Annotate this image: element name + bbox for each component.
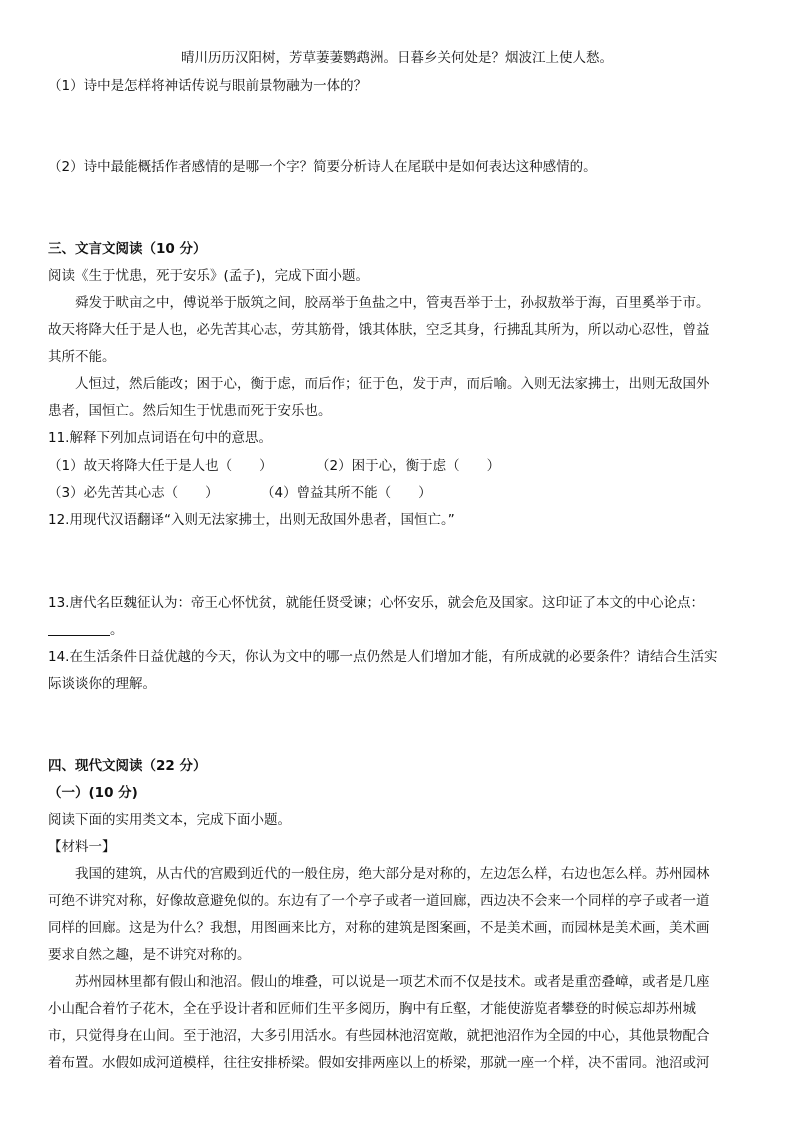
question-14-cont: 际谈谈你的理解。 xyxy=(48,676,156,692)
question-12: 12.用现代汉语翻译“入则无法家拂士，出则无敌国外患者，国恒亡。” xyxy=(48,512,455,528)
question-1: （1）诗中是怎样将神话传说与眼前景物融为一体的？ xyxy=(48,78,368,94)
question-11-item: （2）困于心，衡于虑（ ） xyxy=(316,458,501,474)
material-line: 同样的回廊。这是为什么？我想，用图画来比方，对称的建筑是图案画，不是美术画，而园林是美术画，美术画 xyxy=(48,920,710,936)
material-line: 苏州园林里都有假山和池沼。假山的堆叠，可以说是一项艺术而不仅是技术。或者是重峦叠嶂，或者是几座 xyxy=(75,974,710,990)
period: 。 xyxy=(110,622,124,638)
passage-line: 其所不能。 xyxy=(48,349,116,365)
material-line: 我国的建筑，从古代的宫殿到近代的一般住房，绝大部分是对称的，左边怎么样，右边也怎么样。苏州园林 xyxy=(75,866,710,882)
question-2: （2）诗中最能概括作者感情的是哪一个字？简要分析诗人在尾联中是如何表达这种感情的。 xyxy=(48,159,597,175)
question-11-item: （4）曾益其所不能（ ） xyxy=(261,485,432,501)
section-4-heading: 四、现代文阅读（22 分） xyxy=(48,758,207,774)
material-line: 小山配合着竹子花木，全在乎设计者和匠师们生平多阅历，胸中有丘壑，才能使游览者攀登的时候忘却苏州城 xyxy=(48,1001,696,1017)
question-11-item: （1）故天将降大任于是人也（ ） xyxy=(48,458,273,474)
poem-last-line: 晴川历历汉阳树，芳草萋萋鹦鹉洲。日暮乡关何处是？烟波江上使人愁。 xyxy=(181,50,613,66)
material-label: 【材料一】 xyxy=(48,839,116,855)
passage-line: 故天将降大任于是人也，必先苦其心志，劳其筋骨，饿其体肤，空乏其身，行拂乱其所为，所以动心忍性，曾益 xyxy=(48,322,710,338)
question-11-item: （3）必先苦其心志（ ） xyxy=(48,485,219,501)
section-4-intro: 阅读下面的实用类文本，完成下面小题。 xyxy=(48,812,291,828)
answer-blank[interactable] xyxy=(48,621,110,636)
material-line: 市，只觉得身在山间。至于池沼，大多引用活水。有些园林池沼宽敞，就把池沼作为全园的中心，其他景物配合 xyxy=(48,1028,710,1044)
material-line: 着布置。水假如成河道模样，往往安排桥梁。假如安排两座以上的桥梁，那就一座一个样，决不雷同。池沼或河 xyxy=(48,1055,710,1071)
passage-line: 舜发于畎亩之中，傅说举于版筑之间，胶鬲举于鱼盐之中，管夷吾举于士，孙叔敖举于海，百里奚举于市。 xyxy=(75,295,710,311)
question-13-answer-row xyxy=(48,621,124,639)
material-line: 要求自然之趣，是不讲究对称的。 xyxy=(48,947,251,963)
material-line: 可绝不讲究对称，好像故意避免似的。东边有了一个亭子或者一道回廊，西边决不会来一个同样的亭子或者一道 xyxy=(48,893,710,909)
section-3-intro: 阅读《生于忧患，死于安乐》(孟子)，完成下面小题。 xyxy=(48,268,370,284)
question-13: 13.唐代名臣魏征认为：帝王心怀忧贫，就能任贤受谏；心怀安乐，就会危及国家。这印证了本文的中心论点： xyxy=(48,595,704,611)
question-11: 11.解释下列加点词语在句中的意思。 xyxy=(48,430,272,446)
passage-line: 患者，国恒亡。然后知生于忧患而死于安乐也。 xyxy=(48,403,332,419)
question-14: 14.在生活条件日益优越的今天，你认为文中的哪一点仍然是人们增加才能，有所成就的必要条件？请结合生活实 xyxy=(48,649,718,665)
section-4-sub: （一）(10 分) xyxy=(48,785,138,801)
section-3-heading: 三、文言文阅读（10 分） xyxy=(48,241,207,257)
passage-line: 人恒过，然后能改；困于心，衡于虑，而后作；征于色，发于声，而后喻。入则无法家拂士，出则无敌国外 xyxy=(75,376,710,392)
